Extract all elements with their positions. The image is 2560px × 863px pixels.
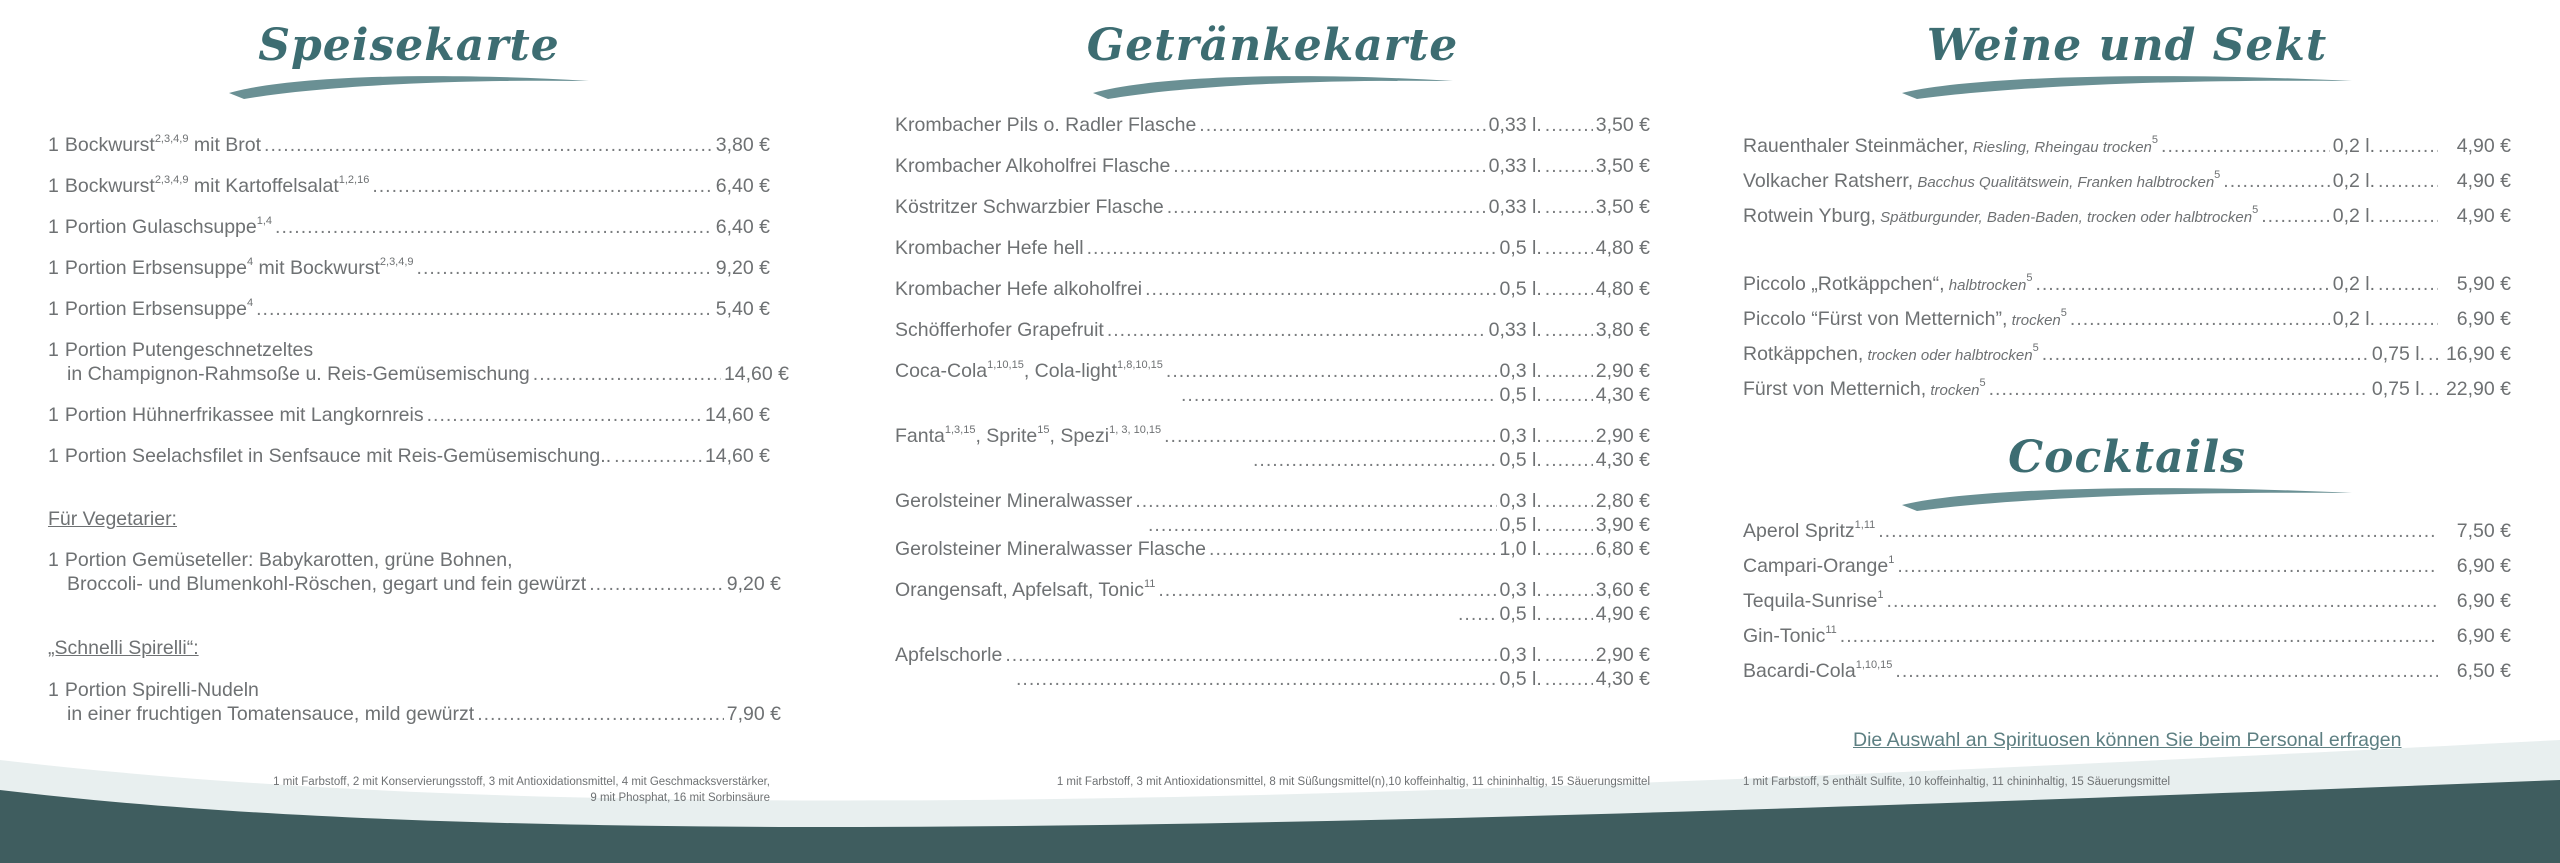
drink-item (895, 318, 1650, 342)
item-price: 2,90 € (1595, 425, 1650, 447)
wine-item: Rotkäppchen, trocken oder halbtrocken$^5$ ..... 0,75 l. ..... 16,90 € (1743, 342, 2511, 368)
menu-item-line2: in einer fruchtigen Tomatensauce, mild gewürzt ..... 7,90 € (48, 702, 781, 726)
drink-item: Orangensaft, Apfelsaft, Tonic$^{11}$ ..... 0,3 l. ..... 3,60 € (895, 578, 1650, 602)
menu-item: 1 Portion Gulaschsuppe$^{1,4}$ ..... 6,40 € (48, 215, 770, 239)
item-name: Piccolo “Fürst von Metternich”, (1743, 308, 2008, 330)
cocktails-title: Cocktails (2008, 432, 2246, 483)
item-name: Krombacher Pils o. Radler Flasche (895, 114, 1197, 136)
menu-item: 1 Portion Seelachsfilet in Senfsauce mit Reis-Gemüsemischung.. ..... 14,60 € (48, 444, 770, 468)
item-name: Tequila-Sunrise (1743, 590, 1878, 612)
item-name: Portion Erbsensuppe (64, 298, 247, 320)
wine-item: Rauenthaler Steinmächer, Riesling, Rheingau trocken$^5$ ..... 0,2 l. ..... 4,90 € (1743, 134, 2511, 160)
item-volume: 0,3 l. (1499, 644, 1542, 666)
item-price: 4,90 € (2456, 135, 2511, 157)
speisekarte-heading (48, 20, 770, 99)
title-swoosh (1897, 485, 2357, 511)
item-price: 4,30 € (1595, 449, 1650, 471)
menu-item-line2: in Champignon-Rahmsoße u. Reis-Gemüsemischung ..... 14,60 € (48, 362, 789, 386)
drink-item (895, 537, 1650, 561)
item-price: 3,80 € (715, 134, 770, 156)
item-price: 5,90 € (2456, 273, 2511, 295)
item-price: 6,90 € (2456, 308, 2511, 330)
item-name: Portion Gemüseteller: Babykarotten, grüne Bohnen, (64, 549, 513, 571)
item-name: Gerolsteiner Mineralwasser (895, 490, 1133, 512)
drink-item (895, 489, 1650, 513)
getraenkekarte-heading (895, 20, 1650, 99)
drink-item (895, 277, 1650, 301)
cocktail-item: Gin-Tonic$^{11}$ ..... 6,90 € (1743, 624, 2511, 648)
item-price: 3,60 € (1595, 579, 1650, 601)
menu-item: 1 Portion Putengeschnetzeltes (48, 339, 314, 361)
item-volume: 0,5 l. (1499, 237, 1542, 259)
item-price: 4,30 € (1595, 668, 1650, 690)
item-volume: 0,75 l. (2371, 343, 2425, 365)
item-name: Portion Putengeschnetzeltes (64, 339, 314, 361)
item-price: 4,90 € (2456, 205, 2511, 227)
item-price: 6,50 € (2456, 660, 2511, 682)
menu-item: 1 Portion Gemüseteller: Babykarotten, grüne Bohnen, (48, 549, 513, 571)
cocktail-item: Bacardi-Cola$^{1,10,15}$ ..... 6,50 € (1743, 659, 2511, 683)
item-volume: 0,33 l. (1488, 319, 1542, 341)
drink-item-size2 (1178, 383, 1650, 407)
wine-item: Fürst von Metternich, trocken$^5$ ..... 0,75 l. ..... 22,90 € (1743, 377, 2511, 403)
item-name: Rotwein Yburg, (1743, 205, 1876, 227)
title-swoosh (1088, 73, 1458, 99)
item-volume: 0,33 l. (1488, 155, 1542, 177)
item-volume: 0,3 l. (1499, 579, 1542, 601)
item-volume: 0,3 l. (1499, 490, 1542, 512)
wine-item: Piccolo „Rotkäppchen“, halbtrocken$^5$ ..... 0,2 l. ..... 5,90 € (1743, 272, 2511, 298)
item-name: Gin-Tonic (1743, 625, 1826, 647)
item-volume: 0,5 l. (1499, 449, 1542, 471)
item-price: 7,90 € (726, 703, 781, 725)
item-name: Fanta (895, 425, 945, 447)
item-name: Bockwurst (64, 134, 155, 156)
cocktails-heading (1743, 432, 2511, 511)
vegetarian-section-title: Für Vegetarier: (48, 508, 177, 530)
drink-item (895, 195, 1650, 219)
menu-item: 1 Bockwurst$^{2,3,4,9}$ mit Brot ..... 3,80 € (48, 133, 770, 157)
getraenkekarte-footnote: 1 mit Farbstoff, 3 mit Antioxidationsmittel, 8 mit Süßungsmittel(n),10 koffeinhaltig, 11 chininhaltig, 15 Säuerungsmittel (1056, 776, 1650, 788)
item-volume: 0,33 l. (1488, 114, 1542, 136)
item-name: Portion Hühnerfrikassee mit Langkornreis (64, 404, 424, 426)
item-price: 2,90 € (1595, 644, 1650, 666)
item-name: Schöfferhofer Grapefruit (895, 319, 1104, 341)
menu-item: 1 Portion Erbsensuppe$^4$ mit Bockwurst$^{2,3,4,9}$ ..... 9,20 € (48, 256, 770, 280)
item-name: Bockwurst (64, 175, 155, 197)
item-price: 3,50 € (1595, 196, 1650, 218)
item-volume: 0,5 l. (1499, 603, 1542, 625)
drink-item (895, 113, 1650, 137)
item-price: 3,50 € (1595, 155, 1650, 177)
menu-item: 1 Portion Hühnerfrikassee mit Langkornreis ..... 14,60 € (48, 403, 770, 427)
drink-item-size2 (1455, 602, 1650, 626)
item-volume: 0,3 l. (1499, 425, 1542, 447)
item-price: 2,90 € (1595, 360, 1650, 382)
drink-item-size2 (1013, 667, 1650, 691)
item-volume: 1,0 l. (1499, 538, 1542, 560)
drink-item (895, 236, 1650, 260)
item-price: 4,90 € (1595, 603, 1650, 625)
item-name: Rauenthaler Steinmächer, (1743, 135, 1969, 157)
item-name: Bacardi-Cola (1743, 660, 1856, 682)
weine-column (1743, 0, 2511, 863)
weine-title: Weine und Sekt (1926, 20, 2328, 71)
item-price: 4,90 € (2456, 170, 2511, 192)
item-name: Volkacher Ratsherr, (1743, 170, 1914, 192)
item-price: 9,20 € (726, 573, 781, 595)
cocktail-item: Aperol Spritz$^{1,11}$ ..... 7,50 € (1743, 519, 2511, 543)
item-name: Fürst von Metternich, (1743, 378, 1927, 400)
drink-item (895, 154, 1650, 178)
item-volume: 0,2 l. (2332, 308, 2375, 330)
item-price: 4,30 € (1595, 384, 1650, 406)
weine-heading (1743, 20, 2511, 99)
item-name: Krombacher Hefe alkoholfrei (895, 278, 1143, 300)
menu-item: 1 Portion Spirelli-Nudeln (48, 679, 259, 701)
item-name: Portion Gulaschsuppe (64, 216, 257, 238)
speisekarte-footnote: 1 mit Farbstoff, 2 mit Konservierungsstoff, 3 mit Antioxidationsmittel, 4 mit Geschmacksverstärker, 9 mit Phosphat, 16 mit Sorbinsäure (273, 776, 770, 804)
item-name: Köstritzer Schwarzbier Flasche (895, 196, 1164, 218)
weine-footnote: 1 mit Farbstoff, 5 enthält Sulfite, 10 koffeinhaltig, 11 chininhaltig, 15 Säuerungsmittel (1743, 776, 2171, 788)
item-price: 6,40 € (715, 175, 770, 197)
cocktail-item: Tequila-Sunrise$^1$ ..... 6,90 € (1743, 589, 2511, 613)
item-name: Portion Spirelli-Nudeln (64, 679, 259, 701)
item-price: 16,90 € (2445, 343, 2511, 365)
item-price: 6,90 € (2456, 590, 2511, 612)
menu-item: 1 Bockwurst$^{2,3,4,9}$ mit Kartoffelsalat$^{1,2,16}$ ..... 6,40 € (48, 174, 770, 198)
getraenkekarte-title: Getränkekarte (1086, 20, 1459, 71)
item-name: Rotkäppchen, (1743, 343, 1864, 365)
speisekarte-column (48, 0, 789, 863)
spirelli-section-title: „Schnelli Spirelli“: (48, 637, 199, 659)
drink-item (895, 643, 1650, 667)
item-price: 7,50 € (2456, 520, 2511, 542)
wine-item: Volkacher Ratsherr, Bacchus Qualitätswein, Franken halbtrocken$^5$ ..... 0,2 l. ..... 4,90 € (1743, 169, 2511, 195)
item-volume: 0,3 l. (1499, 360, 1542, 382)
item-volume: 0,2 l. (2332, 273, 2375, 295)
spirits-note-link[interactable]: Die Auswahl an Spirituosen können Sie beim Personal erfragen (1853, 729, 2402, 751)
item-volume: 0,5 l. (1499, 668, 1542, 690)
item-name: Gerolsteiner Mineralwasser Flasche (895, 538, 1207, 560)
title-swoosh (1897, 73, 2357, 99)
item-volume: 0,2 l. (2332, 170, 2375, 192)
cocktail-item: Campari-Orange$^1$ ..... 6,90 € (1743, 554, 2511, 578)
item-price: 9,20 € (715, 257, 770, 279)
item-name: Piccolo „Rotkäppchen“, (1743, 273, 1945, 295)
item-volume: 0,5 l. (1499, 384, 1542, 406)
wine-item: Piccolo “Fürst von Metternich”, trocken$^5$ ..... 0,2 l. ..... 6,90 € (1743, 307, 2511, 333)
item-volume: 0,5 l. (1499, 278, 1542, 300)
getraenkekarte-column (895, 0, 1650, 863)
item-name: Orangensaft, Apfelsaft, Tonic (895, 579, 1144, 601)
item-name: Campari-Orange (1743, 555, 1889, 577)
drink-item-size2 (1145, 513, 1650, 537)
drink-item: Fanta$^{1,3,15}$, Sprite$^{15}$, Spezi$^{1, 3, 10,15}$ ..... 0,3 l. ..... 2,90 € (895, 424, 1650, 448)
item-price: 14,60 € (704, 445, 770, 467)
item-name: Apfelschorle (895, 644, 1003, 666)
item-volume: 0,2 l. (2332, 205, 2375, 227)
item-price: 3,50 € (1595, 114, 1650, 136)
item-price: 22,90 € (2445, 378, 2511, 400)
item-price: 4,80 € (1595, 237, 1650, 259)
item-price: 6,80 € (1595, 538, 1650, 560)
item-price: 6,90 € (2456, 555, 2511, 577)
wine-item: Rotwein Yburg, Spätburgunder, Baden-Baden, trocken oder halbtrocken$^5$ ..... 0,2 l. ..... 4,90 € (1743, 204, 2511, 230)
item-volume: 0,75 l. (2371, 378, 2425, 400)
item-price: 3,90 € (1595, 514, 1650, 536)
drink-item-size2 (1250, 448, 1650, 472)
item-price: 6,90 € (2456, 625, 2511, 647)
item-price: 14,60 € (704, 404, 770, 426)
item-price: 4,80 € (1595, 278, 1650, 300)
menu-item: 1 Portion Erbsensuppe$^4$ ..... 5,40 € (48, 297, 770, 321)
item-volume: 0,33 l. (1488, 196, 1542, 218)
item-price: 3,80 € (1595, 319, 1650, 341)
speisekarte-title: Speisekarte (258, 20, 560, 71)
item-name: Krombacher Alkoholfrei Flasche (895, 155, 1171, 177)
item-name: Aperol Spritz (1743, 520, 1855, 542)
item-price: 2,80 € (1595, 490, 1650, 512)
item-name: Krombacher Hefe hell (895, 237, 1084, 259)
title-swoosh (224, 73, 594, 99)
item-price: 5,40 € (715, 298, 770, 320)
menu-item-line2: Broccoli- und Blumenkohl-Röschen, gegart und fein gewürzt ..... 9,20 € (48, 572, 781, 596)
item-name: Portion Seelachsfilet in Senfsauce mit Reis-Gemüsemischung.. (64, 445, 612, 467)
item-volume: 0,5 l. (1499, 514, 1542, 536)
item-name: Coca-Cola (895, 360, 988, 382)
item-name: Portion Erbsensuppe (64, 257, 247, 279)
item-price: 14,60 € (723, 363, 789, 385)
item-price: 6,40 € (715, 216, 770, 238)
drink-item: Coca-Cola$^{1,10,15}$, Cola-light$^{1,8,10,15}$ ..... 0,3 l. ..... 2,90 € (895, 359, 1650, 383)
item-volume: 0,2 l. (2332, 135, 2375, 157)
